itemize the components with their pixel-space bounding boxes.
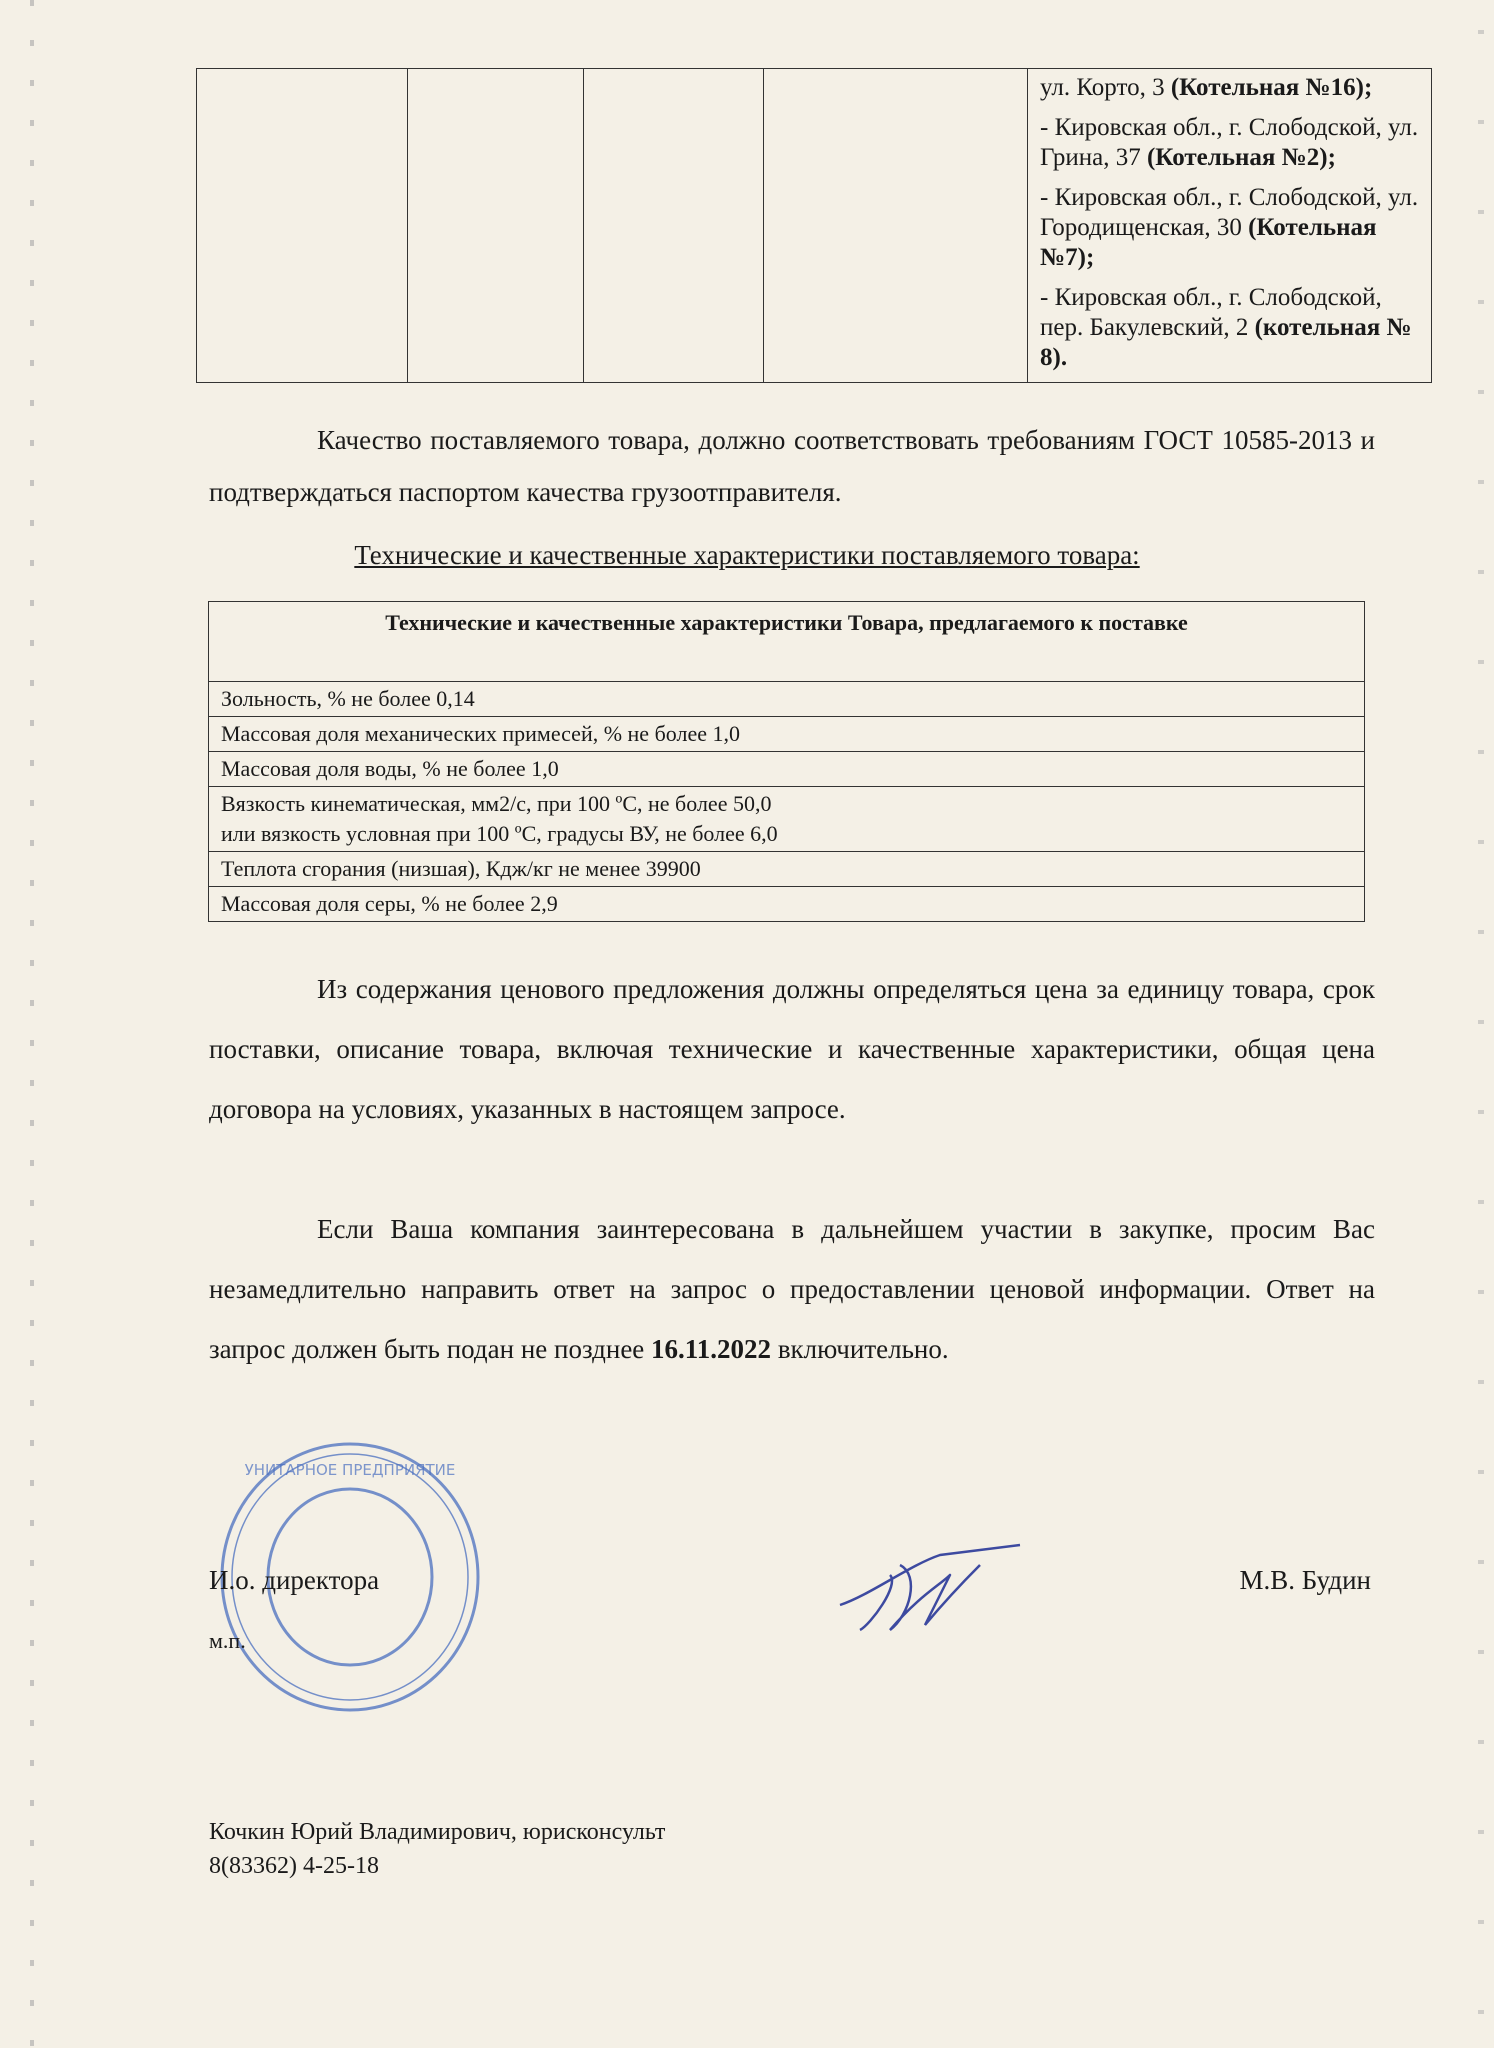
- contact-person: Кочкин Юрий Владимирович, юрисконсульт: [209, 1819, 666, 1845]
- address: - Кировская обл., г. Слободской, ул. Городищенская, 30 (Котельная №7);: [1040, 184, 1419, 271]
- deadline-paragraph: Если Ваша компания заинтересована в дальнейшем участии в закупке, просим Вас незамедлительно направить ответ на запрос о предоставлении ценовой информации. Ответ на запрос должен быть подан не позднее 16.11.2022 включительно.: [209, 1214, 1375, 1364]
- address: - Кировская обл., г. Слободской, пер. Бакулевский, 2 (котельная № 8).: [1040, 284, 1412, 371]
- table-row: Теплота сгорания (низшая), Кдж/кг не менее 39900: [209, 852, 1365, 887]
- delivery-addresses-table: [196, 68, 1432, 383]
- contact-block: [209, 1815, 665, 1883]
- price-paragraph: Из содержания ценового предложения должны определяться цена за единицу товара, срок поставки, описание товара, включая технические и качественные характеристики, общая цена договора на условиях, указанных в настоящем запросе.: [209, 974, 1375, 1124]
- specs-table-header: Технические и качественные характеристики Товара, предлагаемого к поставке: [209, 602, 1365, 682]
- scan-edge: [30, 0, 34, 2048]
- table-row: Массовая доля воды, % не более 1,0: [209, 752, 1365, 787]
- row-line: Вязкость кинематическая, мм2/с, при 100 ºС, не более 50,0: [221, 791, 772, 816]
- scan-edge: [1478, 0, 1484, 2048]
- deadline-date: 16.11.2022: [651, 1334, 772, 1364]
- svg-text:УНИТАРНОЕ ПРЕДПРИЯТИЕ: УНИТАРНОЕ ПРЕДПРИЯТИЕ: [244, 1461, 456, 1479]
- specs-heading: Технические и качественные характеристики поставляемого товара:: [354, 540, 1140, 570]
- quality-paragraph: Качество поставляемого товара, должно соответствовать требованиям ГОСТ 10585-2013 и подтверждаться паспортом качества грузоотправителя.: [209, 425, 1375, 507]
- row-line: или вязкость условная при 100 ºС, градусы ВУ, не более 6,0: [221, 821, 778, 846]
- signatory-name: М.В. Будин: [1239, 1565, 1371, 1595]
- stamp-place: м.п.: [209, 1628, 246, 1653]
- address-cell: [1028, 69, 1432, 383]
- table-row: Зольность, % не более 0,14: [209, 682, 1365, 717]
- table-row: Массовая доля механических примесей, % не более 1,0: [209, 717, 1365, 752]
- table-row: [209, 787, 1365, 852]
- address: ул. Корто, 3 (Котельная №16);: [1040, 74, 1373, 101]
- address: - Кировская обл., г. Слободской, ул. Грина, 37 (Котельная №2);: [1040, 114, 1419, 171]
- specs-table: [208, 601, 1365, 922]
- table-row: Массовая доля серы, % не более 2,9: [209, 887, 1365, 922]
- contact-phone: 8(83362) 4-25-18: [209, 1853, 379, 1879]
- signatory-position: И.о. директора: [209, 1565, 380, 1595]
- signature-icon: [830, 1535, 1030, 1635]
